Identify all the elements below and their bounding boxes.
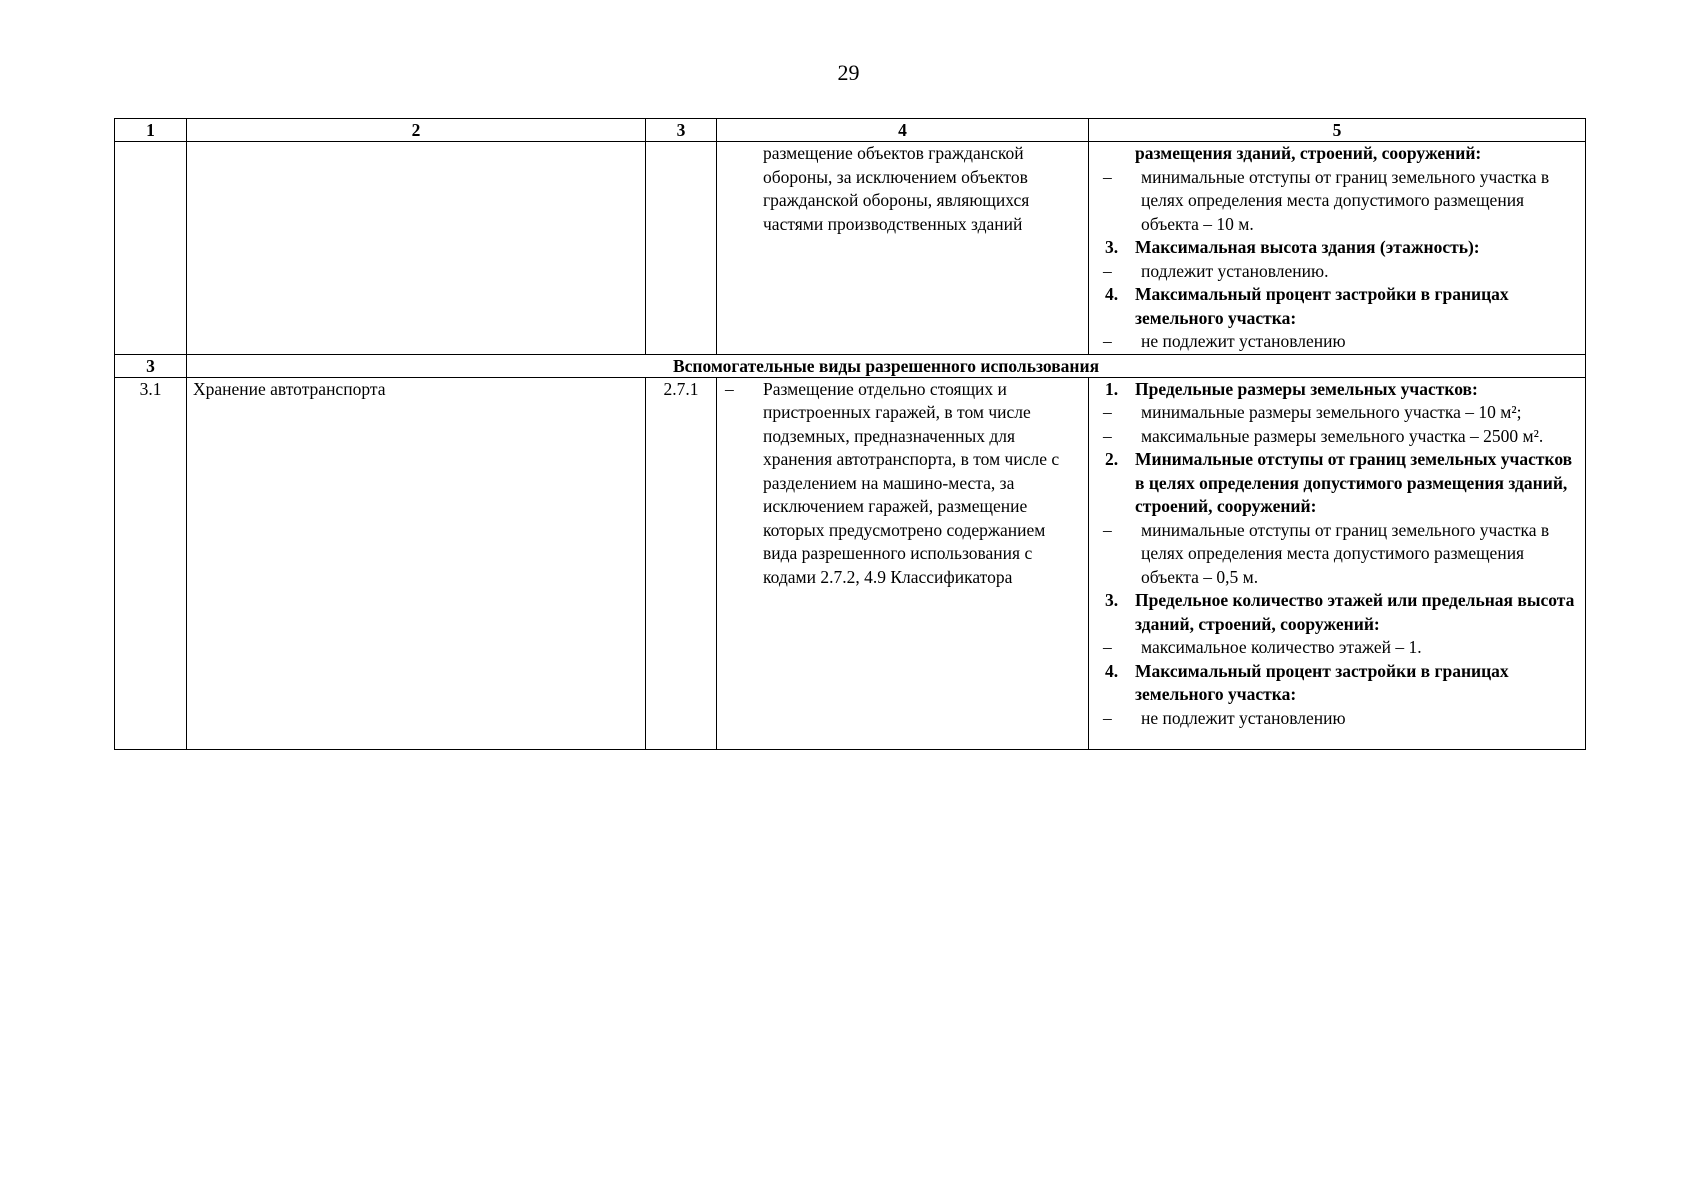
- description-text: размещение объектов гражданской обороны, за исключением объектов гражданской обороны, являющихся частями производственных зданий: [763, 143, 1030, 234]
- parameter-text: минимальные отступы от границ земельного участка в целях определения места допустимого размещения объекта – 10 м.: [1141, 166, 1550, 234]
- section-row: [115, 354, 1586, 377]
- column-header: 5: [1089, 119, 1586, 142]
- description-cell: [717, 142, 1089, 355]
- section-title: Вспомогательные виды разрешенного использования: [187, 354, 1586, 377]
- table-cell: [115, 142, 187, 355]
- numbered-parameter: [1095, 378, 1579, 402]
- parameter-text: минимальные отступы от границ земельного участка в целях определения места допустимого размещения объекта – 0,5 м.: [1141, 519, 1550, 587]
- parameter-text: Максимальный процент застройки в границах земельного участка:: [1135, 660, 1509, 704]
- description-text: Размещение отдельно стоящих и пристроенных гаражей, в том числе подземных, предназначенных для хранения автотранспорта, в том числе с разделением на машино-места, за исключением гаражей, размещение которых предусмотрено содержанием вида разрешенного использования с кодами 2.7.2, 4.9 Классификатора: [763, 378, 1060, 587]
- dash-parameter: [1095, 166, 1579, 237]
- parameter-text: максимальные размеры земельного участка – 2500 м².: [1141, 425, 1544, 446]
- parameter-text: подлежит установлению.: [1141, 260, 1329, 281]
- description-cell: [717, 377, 1089, 749]
- parameter-list: [1095, 378, 1579, 731]
- item-number: 3.: [1105, 237, 1119, 257]
- table-row: [115, 377, 1586, 749]
- dash-marker: –: [1103, 260, 1112, 281]
- dash-marker: –: [1103, 331, 1112, 351]
- column-header: 4: [717, 119, 1089, 142]
- numbered-parameter: [1095, 660, 1579, 707]
- dash-parameter: [1095, 707, 1579, 731]
- continued-row: [115, 142, 1586, 355]
- dash-parameter: [1095, 260, 1579, 284]
- row-number: 3.1: [115, 377, 187, 749]
- parameter-heading: размещения зданий, строений, сооружений:: [1135, 143, 1482, 163]
- item-number: 1.: [1105, 378, 1119, 399]
- dash-parameter: [1095, 636, 1579, 660]
- classifier-code: 2.7.1: [646, 377, 717, 749]
- parameter-text: минимальные размеры земельного участка – 10 м²;: [1141, 402, 1522, 422]
- parameter-text: Предельные размеры земельных участков:: [1135, 378, 1478, 399]
- numbered-parameter: [1095, 236, 1579, 260]
- dash-parameter: [1095, 425, 1579, 449]
- parameter-text: не подлежит установлению: [1141, 707, 1346, 728]
- dash-marker: –: [1103, 637, 1112, 657]
- parameters-cell: [1089, 142, 1586, 355]
- use-name: Хранение автотранспорта: [187, 377, 646, 749]
- column-number-row: [115, 119, 1586, 142]
- dash-marker: –: [1103, 707, 1112, 728]
- parameter-text: Предельное количество этажей или предельная высота зданий, строений, сооружений:: [1135, 590, 1575, 634]
- column-header: 1: [115, 119, 187, 142]
- numbered-parameter: [1095, 448, 1579, 519]
- numbered-parameter: [1095, 589, 1579, 636]
- page-number: 29: [837, 60, 860, 85]
- dash-parameter: [1095, 330, 1579, 354]
- item-number: 3.: [1105, 590, 1119, 610]
- dash-marker: –: [1103, 519, 1112, 540]
- table-cell: [187, 142, 646, 355]
- parameter-text: максимальное количество этажей – 1.: [1141, 637, 1422, 657]
- column-header: 2: [187, 119, 646, 142]
- table-cell: [646, 142, 717, 355]
- dash-marker: –: [725, 378, 734, 399]
- parameter-text: Минимальные отступы от границ земельных участков в целях определения допустимого размещения зданий, строений, сооружений:: [1135, 449, 1573, 516]
- numbered-parameter: [1095, 283, 1579, 330]
- dash-marker: –: [1103, 166, 1112, 187]
- parameter-text: Максимальная высота здания (этажность):: [1135, 237, 1480, 257]
- item-number: 4.: [1105, 284, 1119, 304]
- parameter-list: [1095, 166, 1579, 354]
- column-header: 3: [646, 119, 717, 142]
- dash-parameter: [1095, 519, 1579, 590]
- item-number: 4.: [1105, 660, 1119, 681]
- parameter-text: Максимальный процент застройки в границах земельного участка:: [1135, 284, 1509, 328]
- item-number: 2.: [1105, 449, 1119, 469]
- parameters-cell: [1089, 377, 1586, 749]
- dash-marker: –: [1103, 402, 1112, 422]
- regulations-table: [114, 118, 1586, 750]
- parameter-text: не подлежит установлению: [1141, 331, 1346, 351]
- section-number: 3: [115, 354, 187, 377]
- dash-parameter: [1095, 401, 1579, 425]
- dash-marker: –: [1103, 425, 1112, 446]
